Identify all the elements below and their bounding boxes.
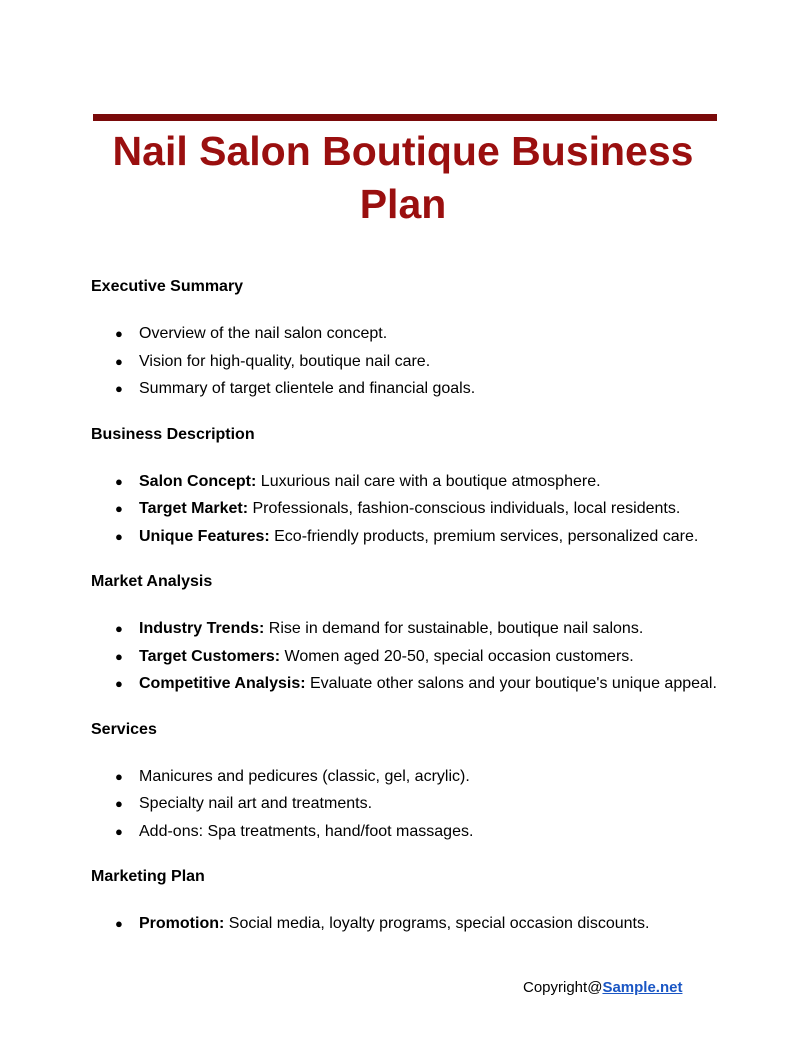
bullet-list	[91, 763, 731, 846]
bullet-icon: ●	[115, 528, 123, 544]
bullet-term: Unique Features:	[139, 527, 270, 545]
section-heading: Services	[91, 720, 157, 738]
bullet-list	[91, 910, 731, 938]
bullet-list	[91, 468, 731, 551]
bullet-icon: ●	[115, 823, 123, 839]
bullet-icon: ●	[115, 916, 123, 931]
section-heading: Executive Summary	[91, 278, 244, 295]
bullet-term: Industry Trends:	[139, 620, 265, 637]
bullet-list	[91, 615, 731, 698]
list-item	[91, 468, 729, 496]
bullet-text: Manicures and pedicures (classic, gel, acrylic).	[139, 767, 470, 785]
list-item	[91, 763, 729, 791]
list-item	[91, 670, 729, 698]
section-heading: Marketing Plan	[91, 868, 205, 885]
bullet-text: Vision for high-quality, boutique nail care.	[139, 352, 431, 370]
list-item	[91, 348, 729, 376]
bullet-text: Women aged 20-50, special occasion customers.	[280, 647, 634, 665]
list-item	[91, 523, 729, 551]
list-item	[91, 790, 729, 818]
bullet-icon: ●	[115, 501, 123, 516]
bullet-term: Target Market:	[139, 500, 249, 517]
bullet-text: Luxurious nail care with a boutique atmosphere.	[256, 472, 601, 490]
bullet-text: Evaluate other salons and your boutique's unique appeal.	[305, 675, 717, 692]
bullet-text: Professionals, fashion-conscious individuals, local residents.	[248, 500, 681, 517]
bullet-icon: ●	[115, 796, 123, 811]
list-item	[91, 495, 729, 523]
copyright-footer	[523, 978, 682, 998]
bullet-icon: ●	[115, 676, 123, 691]
copyright-prefix: Copyright@	[523, 979, 603, 996]
section-heading: Market Analysis	[91, 573, 213, 590]
bullet-list	[91, 320, 731, 403]
bullet-icon: ●	[115, 353, 123, 369]
bullet-icon: ●	[115, 768, 123, 784]
bullet-icon: ●	[115, 381, 123, 396]
list-item	[91, 910, 729, 938]
document-body	[91, 276, 731, 959]
bullet-text: Rise in demand for sustainable, boutique nail salons.	[264, 620, 644, 637]
bullet-term: Competitive Analysis:	[139, 675, 306, 692]
bullet-text: Social media, loyalty programs, special occasion discounts.	[224, 915, 650, 932]
list-item	[91, 375, 729, 403]
title-rule	[93, 114, 717, 121]
bullet-icon: ●	[115, 621, 123, 636]
bullet-icon: ●	[115, 473, 123, 489]
sample-net-link[interactable]: Sample.net	[602, 979, 683, 996]
bullet-text: Eco-friendly products, premium services, personalized care.	[269, 527, 699, 545]
list-item	[91, 818, 729, 846]
bullet-term: Target Customers:	[139, 647, 281, 665]
bullet-text: Overview of the nail salon concept.	[139, 325, 388, 342]
document-title: Nail Salon Boutique Business Plan	[112, 128, 694, 227]
bullet-text: Summary of target clientele and financial goals.	[139, 380, 476, 397]
bullet-term: Salon Concept:	[139, 472, 257, 490]
list-item	[91, 320, 729, 348]
bullet-text: Add-ons: Spa treatments, hand/foot massages.	[139, 822, 474, 840]
list-item	[91, 643, 729, 671]
bullet-text: Specialty nail art and treatments.	[139, 795, 373, 812]
list-item	[91, 615, 729, 643]
bullet-term: Promotion:	[139, 915, 225, 932]
section-heading: Business Description	[91, 425, 255, 443]
bullet-icon: ●	[115, 326, 123, 341]
bullet-icon: ●	[115, 648, 123, 664]
